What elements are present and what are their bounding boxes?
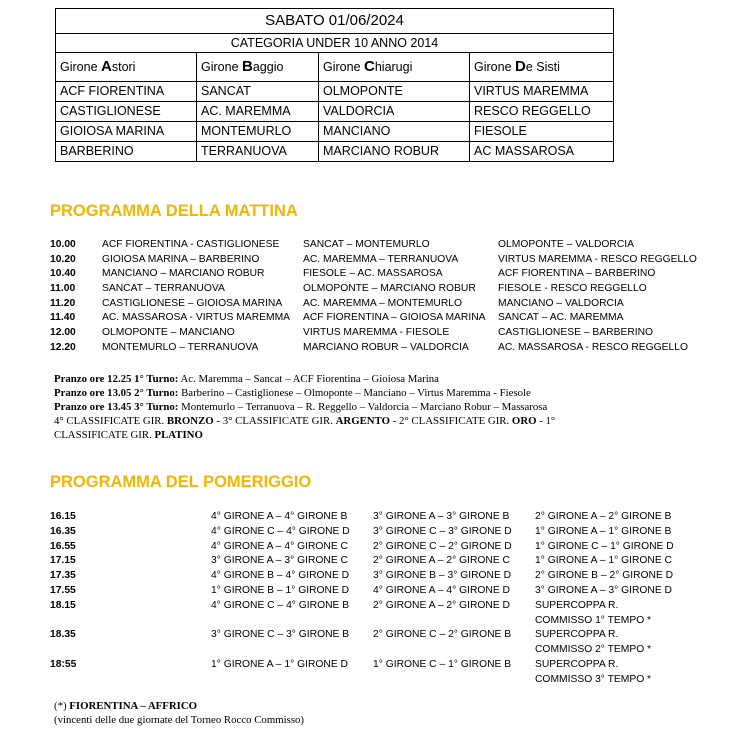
- match: OLMOPONTE – MANCIANO: [102, 327, 235, 339]
- match: 4° GIRONE B – 4° GIRONE D: [211, 570, 350, 582]
- match: 4° GIRONE C – 4° GIRONE D: [211, 525, 350, 537]
- groups-table: [55, 8, 614, 162]
- lunch-shift: Pranzo ore 13.45 3° Turno: Montemurlo – Terranuova – R. Reggello – Valdorcia – Marciano Robur – Massarosa: [54, 401, 548, 413]
- lunch-shifts: [54, 372, 654, 414]
- match: 3° GIRONE A – 3° GIRONE B: [373, 511, 510, 522]
- match: COMMISSO 3° TEMPO *: [535, 673, 652, 685]
- match: CASTIGLIONESE – BARBERINO: [498, 327, 654, 339]
- lunch-shift: Pranzo ore 12.25 1° Turno: Ac. Maremma – Sancat – ACF Fiorentina – Gioiosa Marina: [54, 373, 439, 385]
- match-time: 10.40: [50, 268, 76, 280]
- table-cell: TERRANUOVA: [197, 142, 319, 162]
- table-row: [56, 122, 614, 142]
- match: OLMOPONTE – VALDORCIA: [498, 239, 634, 250]
- match: COMMISSO 1° TEMPO *: [535, 614, 652, 626]
- match: MARCIANO ROBUR – VALDORCIA: [303, 341, 469, 353]
- table-cell: VIRTUS MAREMMA: [470, 82, 614, 102]
- table-cell: AC. MAREMMA: [197, 102, 319, 122]
- table-cell: BARBERINO: [56, 142, 197, 162]
- match: 1° GIRONE C – 1° GIRONE D: [535, 540, 674, 552]
- group-header-a: Girone Astori: [56, 53, 197, 82]
- match-time: 16.35: [50, 525, 76, 537]
- table-cell: MARCIANO ROBUR: [319, 142, 470, 162]
- match-time: 11.00: [50, 283, 76, 295]
- match: ACF FIORENTINA – GIOIOSA MARINA: [303, 312, 486, 324]
- match: MANCIANO – VALDORCIA: [498, 297, 624, 309]
- match: SUPERCOPPA R.: [535, 629, 619, 641]
- table-cell: CASTIGLIONESE: [56, 102, 197, 122]
- match: 1° GIRONE A – 1° GIRONE B: [535, 525, 672, 537]
- match: AC. MASSAROSA - RESCO REGGELLO: [498, 341, 688, 353]
- table-cell: MONTEMURLO: [197, 122, 319, 142]
- match-time: 17.55: [50, 584, 76, 596]
- afternoon-heading: PROGRAMMA DEL POMERIGGIO: [50, 473, 312, 491]
- match: 2° GIRONE C – 2° GIRONE D: [373, 540, 512, 552]
- match: AC. MAREMMA – MONTEMURLO: [303, 297, 463, 309]
- match-time: 17.35: [50, 570, 76, 582]
- match: 2° GIRONE C – 2° GIRONE B: [373, 629, 512, 641]
- match-time: 10.00: [50, 239, 76, 250]
- footnote-line: (*) FIORENTINA – AFFRICO: [54, 700, 198, 712]
- match: SUPERCOPPA R.: [535, 658, 619, 670]
- match: 1° GIRONE B – 1° GIRONE D: [211, 584, 350, 596]
- match: 2° GIRONE A – 2° GIRONE D: [373, 599, 510, 611]
- footnote: [54, 699, 304, 727]
- table-row: [56, 82, 614, 102]
- match: FIESOLE – AC. MASSAROSA: [303, 268, 443, 280]
- table-cell: AC MASSAROSA: [470, 142, 614, 162]
- match: OLMOPONTE – MARCIANO ROBUR: [303, 283, 476, 295]
- match-time: 16.15: [50, 511, 76, 522]
- table-cell: GIOIOSA MARINA: [56, 122, 197, 142]
- event-date: SABATO 01/06/2024: [56, 9, 614, 34]
- match: 2° GIRONE B – 2° GIRONE D: [535, 570, 674, 582]
- table-cell: OLMOPONTE: [319, 82, 470, 102]
- footnote-line: (vincenti delle due giornate del Torneo Rocco Commisso): [54, 714, 305, 726]
- lunch-shift: Pranzo ore 13.05 2° Turno: Barberino – Castiglionese – Olmoponte – Manciano – Virtus Maremma - Fiesole: [54, 387, 531, 399]
- match-time: 18:55: [50, 658, 77, 670]
- match: MONTEMURLO – TERRANUOVA: [102, 341, 259, 353]
- match: 2° GIRONE A – 2° GIRONE B: [535, 511, 672, 522]
- match: GIOIOSA MARINA – BARBERINO: [102, 253, 260, 265]
- match-time: 10.20: [50, 253, 76, 265]
- match-time: 18.15: [50, 599, 76, 611]
- match-time: 16.55: [50, 540, 76, 552]
- category-title: CATEGORIA UNDER 10 ANNO 2014: [56, 34, 614, 53]
- match: FIESOLE - RESCO REGGELLO: [498, 283, 647, 295]
- match: 3° GIRONE C – 3° GIRONE B: [211, 629, 350, 641]
- match: 4° GIRONE C – 4° GIRONE B: [211, 599, 350, 611]
- group-header-d: Girone De Sisti: [470, 53, 614, 82]
- match: 1° GIRONE A – 1° GIRONE D: [211, 658, 348, 670]
- table-cell: ACF FIORENTINA: [56, 82, 197, 102]
- morning-heading: PROGRAMMA DELLA MATTINA: [50, 202, 298, 220]
- match: MANCIANO – MARCIANO ROBUR: [102, 268, 265, 280]
- group-header-b: Girone Baggio: [197, 53, 319, 82]
- match-time: 11.20: [50, 297, 76, 309]
- match: 4° GIRONE A – 4° GIRONE D: [373, 584, 510, 596]
- table-row: [56, 142, 614, 162]
- match: VIRTUS MAREMMA - FIESOLE: [303, 327, 450, 339]
- match-time: 18.35: [50, 629, 76, 641]
- match: SANCAT – AC. MAREMMA: [498, 312, 624, 324]
- table-cell: VALDORCIA: [319, 102, 470, 122]
- match: SANCAT – TERRANUOVA: [102, 283, 225, 295]
- match: 4° GIRONE A – 4° GIRONE B: [211, 511, 348, 522]
- match: SUPERCOPPA R.: [535, 599, 619, 611]
- match: ACF FIORENTINA - CASTIGLIONESE: [102, 239, 280, 250]
- match: 3° GIRONE A – 3° GIRONE C: [211, 555, 348, 567]
- match: 2° GIRONE A – 2° GIRONE C: [373, 555, 510, 567]
- match: CASTIGLIONESE – GIOIOSA MARINA: [102, 297, 283, 309]
- group-header-row: [56, 53, 614, 82]
- table-cell: RESCO REGGELLO: [470, 102, 614, 122]
- match: ACF FIORENTINA – BARBERINO: [498, 268, 656, 280]
- match: COMMISSO 2° TEMPO *: [535, 644, 652, 656]
- match: AC. MAREMMA – TERRANUOVA: [303, 253, 459, 265]
- match: VIRTUS MAREMMA - RESCO REGGELLO: [498, 253, 697, 265]
- table-cell: SANCAT: [197, 82, 319, 102]
- match: 3° GIRONE C – 3° GIRONE D: [373, 525, 512, 537]
- table-cell: MANCIANO: [319, 122, 470, 142]
- match: 1° GIRONE A – 1° GIRONE C: [535, 555, 672, 567]
- match: 3° GIRONE B – 3° GIRONE D: [373, 570, 512, 582]
- match: 1° GIRONE C – 1° GIRONE B: [373, 658, 512, 670]
- match-time: 17.15: [50, 555, 76, 567]
- match: AC. MASSAROSA - VIRTUS MAREMMA: [102, 312, 291, 324]
- classification-note: 4° CLASSIFICATE GIR. BRONZO - 3° CLASSIFICATE GIR. ARGENTO - 2° CLASSIFICATE GIR. ORO - 1° CLASSIFICATE GIR. PLATINO: [54, 415, 556, 441]
- table-row: [56, 102, 614, 122]
- match: SANCAT – MONTEMURLO: [303, 239, 430, 250]
- match-time: 11.40: [50, 312, 76, 324]
- match-time: 12.00: [50, 327, 76, 339]
- table-cell: FIESOLE: [470, 122, 614, 142]
- match: 3° GIRONE A – 3° GIRONE D: [535, 584, 672, 596]
- group-header-c: Girone Chiarugi: [319, 53, 470, 82]
- match: 4° GIRONE A – 4° GIRONE C: [211, 540, 348, 552]
- match-time: 12.20: [50, 341, 76, 353]
